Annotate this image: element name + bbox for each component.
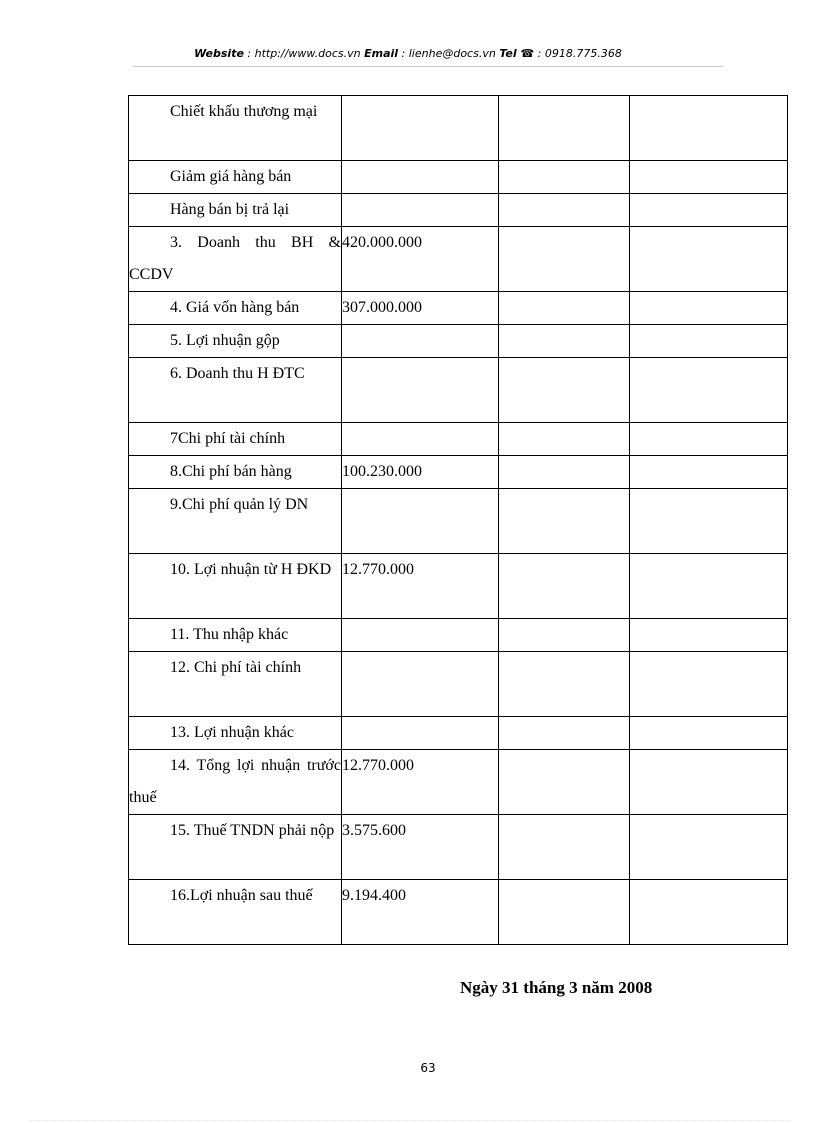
table-row bbox=[129, 554, 788, 619]
empty-cell bbox=[499, 456, 630, 489]
row-label-cell bbox=[129, 325, 342, 358]
amount-cell bbox=[342, 717, 499, 750]
empty-cell bbox=[630, 750, 788, 815]
empty-cell bbox=[630, 815, 788, 880]
empty-cell bbox=[630, 423, 788, 456]
amount-cell bbox=[342, 161, 499, 194]
amount-cell: 3.575.600 bbox=[342, 815, 499, 880]
amount-cell: 100.230.000 bbox=[342, 456, 499, 489]
empty-cell bbox=[630, 652, 788, 717]
empty-cell bbox=[630, 325, 788, 358]
empty-cell bbox=[499, 489, 630, 554]
empty-cell bbox=[630, 456, 788, 489]
row-label-cell bbox=[129, 750, 342, 815]
amount-cell: 12.770.000 bbox=[342, 750, 499, 815]
amount-cell bbox=[342, 423, 499, 456]
income-statement-table bbox=[128, 95, 788, 945]
table-row bbox=[129, 194, 788, 227]
row-label-cell bbox=[129, 815, 342, 880]
table-row bbox=[129, 423, 788, 456]
empty-cell bbox=[630, 717, 788, 750]
table-row bbox=[129, 717, 788, 750]
row-label: Giảm giá hàng bán bbox=[170, 168, 292, 185]
empty-cell bbox=[630, 358, 788, 423]
page-header bbox=[0, 47, 816, 60]
row-label-cell bbox=[129, 489, 342, 554]
row-label-cell bbox=[129, 194, 342, 227]
amount-cell: 12.770.000 bbox=[342, 554, 499, 619]
tel-label: Tel ☎ bbox=[499, 47, 535, 60]
table-row bbox=[129, 292, 788, 325]
table-row bbox=[129, 358, 788, 423]
amount-cell bbox=[342, 489, 499, 554]
page-number: 63 bbox=[420, 1061, 436, 1075]
empty-cell bbox=[499, 619, 630, 652]
row-label-cell bbox=[129, 619, 342, 652]
row-label-cell bbox=[129, 652, 342, 717]
row-label-cell bbox=[129, 96, 342, 161]
row-label: 12. Chi phí tài chính bbox=[170, 659, 302, 676]
table-row bbox=[129, 619, 788, 652]
amount-cell: 307.000.000 bbox=[342, 292, 499, 325]
empty-cell bbox=[499, 554, 630, 619]
empty-cell bbox=[499, 292, 630, 325]
empty-cell bbox=[630, 619, 788, 652]
email-label: Email bbox=[364, 47, 399, 60]
row-label: 3. Doanh thu BH & CCDV bbox=[129, 234, 341, 283]
row-label: Hàng bán bị trả lại bbox=[170, 201, 290, 218]
empty-cell bbox=[630, 880, 788, 945]
website-label: Website bbox=[194, 47, 244, 60]
row-label: 6. Doanh thu H ĐTC bbox=[170, 365, 305, 382]
empty-cell bbox=[499, 227, 630, 292]
amount-cell bbox=[342, 325, 499, 358]
amount-cell: 9.194.400 bbox=[342, 880, 499, 945]
amount-cell bbox=[342, 96, 499, 161]
row-label-cell bbox=[129, 161, 342, 194]
table-row bbox=[129, 325, 788, 358]
empty-cell bbox=[499, 815, 630, 880]
signature-date: Ngày 31 tháng 3 năm 2008 bbox=[460, 978, 653, 997]
amount-cell bbox=[342, 194, 499, 227]
amount-cell bbox=[342, 619, 499, 652]
empty-cell bbox=[630, 161, 788, 194]
empty-cell bbox=[499, 652, 630, 717]
empty-cell bbox=[630, 554, 788, 619]
empty-cell bbox=[630, 227, 788, 292]
email-value: : lienhe@docs.vn bbox=[398, 47, 500, 60]
row-label-cell bbox=[129, 292, 342, 325]
table-row bbox=[129, 227, 788, 292]
tel-value: : 0918.775.368 bbox=[534, 47, 622, 60]
table-row bbox=[129, 489, 788, 554]
empty-cell bbox=[499, 750, 630, 815]
empty-cell bbox=[630, 194, 788, 227]
row-label-cell bbox=[129, 880, 342, 945]
row-label: 15. Thuế TNDN phải nộp bbox=[170, 822, 335, 839]
row-label-cell bbox=[129, 358, 342, 423]
empty-cell bbox=[499, 325, 630, 358]
empty-cell bbox=[499, 161, 630, 194]
row-label: 5. Lợi nhuận gộp bbox=[170, 332, 280, 349]
row-label: 10. Lợi nhuận từ H ĐKD bbox=[170, 561, 332, 578]
empty-cell bbox=[630, 292, 788, 325]
row-label-cell bbox=[129, 423, 342, 456]
empty-cell bbox=[499, 423, 630, 456]
table-row bbox=[129, 652, 788, 717]
row-label-cell bbox=[129, 227, 342, 292]
amount-cell bbox=[342, 652, 499, 717]
row-label: 16.Lợi nhuận sau thuế bbox=[170, 887, 313, 904]
row-label-cell bbox=[129, 456, 342, 489]
empty-cell bbox=[499, 96, 630, 161]
empty-cell bbox=[630, 96, 788, 161]
row-label: 9.Chi phí quản lý DN bbox=[170, 496, 309, 513]
row-label: 8.Chi phí bán hàng bbox=[170, 463, 292, 480]
row-label: 11. Thu nhập khác bbox=[170, 626, 289, 643]
empty-cell bbox=[630, 489, 788, 554]
row-label-cell bbox=[129, 717, 342, 750]
footer-divider bbox=[30, 1120, 790, 1121]
row-label: Chiết khấu thương mại bbox=[170, 103, 318, 120]
table-row bbox=[129, 161, 788, 194]
empty-cell bbox=[499, 358, 630, 423]
empty-cell bbox=[499, 880, 630, 945]
header-divider bbox=[133, 66, 723, 67]
amount-cell bbox=[342, 358, 499, 423]
row-label-cell bbox=[129, 554, 342, 619]
amount-cell: 420.000.000 bbox=[342, 227, 499, 292]
table-row bbox=[129, 750, 788, 815]
website-url: : http://www.docs.vn bbox=[243, 47, 365, 60]
table-row bbox=[129, 815, 788, 880]
empty-cell bbox=[499, 717, 630, 750]
row-label: 7Chi phí tài chính bbox=[170, 430, 286, 447]
empty-cell bbox=[499, 194, 630, 227]
row-label: 4. Giá vốn hàng bán bbox=[170, 299, 300, 316]
table-row bbox=[129, 880, 788, 945]
table-row bbox=[129, 456, 788, 489]
row-label: 14. Tổng lợi nhuận trước thuế bbox=[129, 757, 341, 806]
row-label: 13. Lợi nhuận khác bbox=[170, 724, 294, 741]
table-row bbox=[129, 96, 788, 161]
